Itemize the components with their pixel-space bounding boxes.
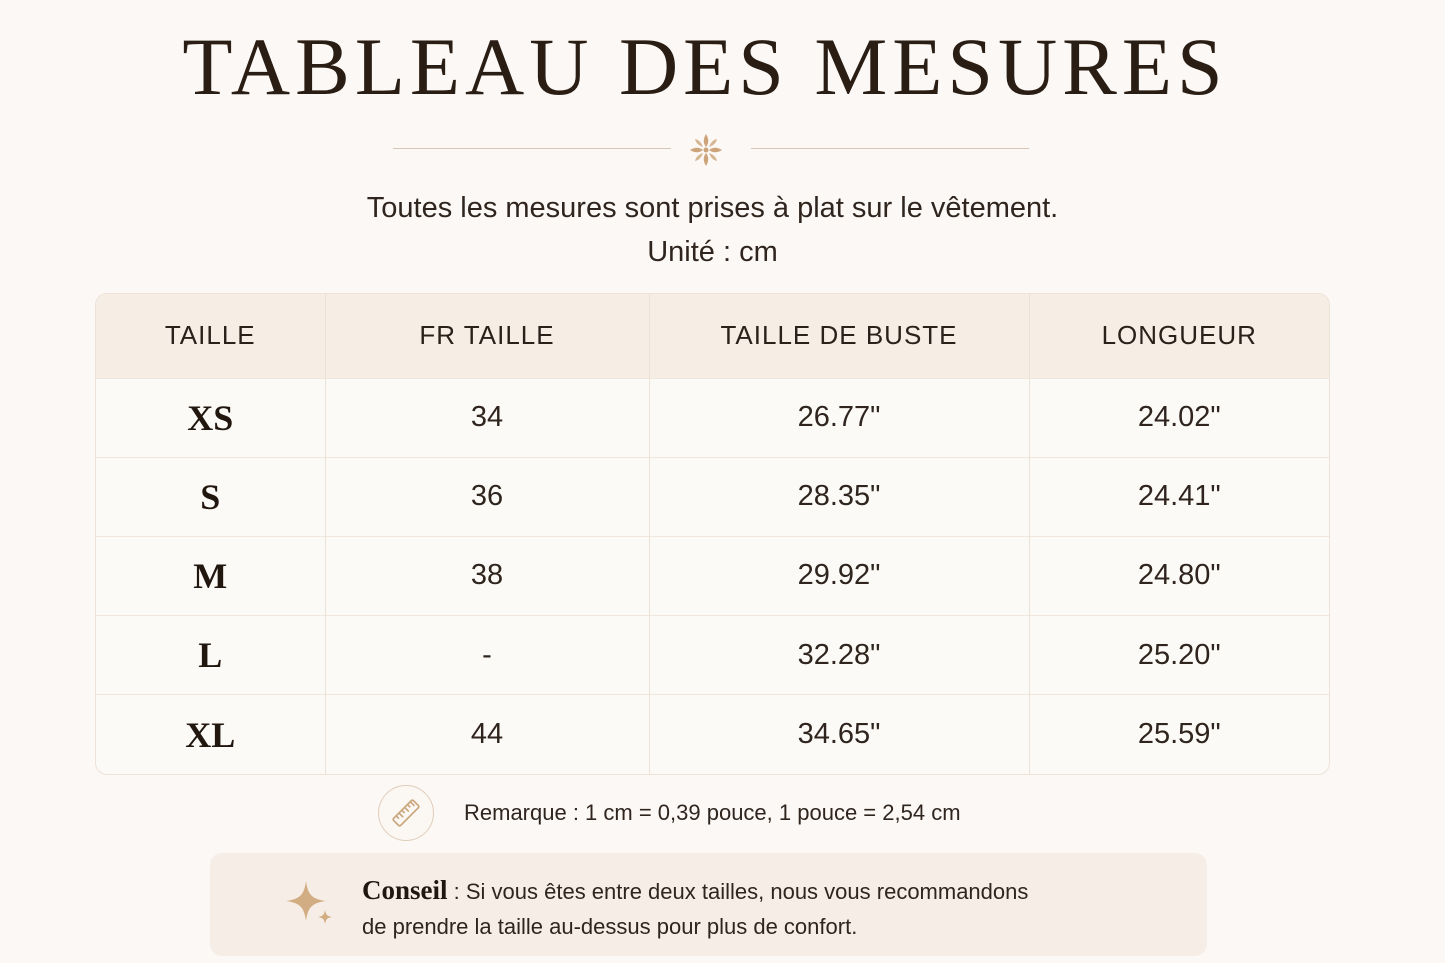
tip-line2: de prendre la taille au-dessus pour plus de confort. <box>362 914 858 939</box>
cell-bust: 34.65" <box>649 695 1029 774</box>
cell-length: 25.59" <box>1137 718 1221 751</box>
cell-length: 25.20" <box>1137 638 1221 671</box>
subtitle: Toutes les mesures sont prises à plat sur le vêtement. <box>366 192 1059 224</box>
table-row <box>96 536 1329 615</box>
divider-line-right <box>751 148 1029 149</box>
table-header-row <box>96 294 1329 378</box>
unit-line: Unité : cm <box>647 236 778 268</box>
sparkle-icon <box>284 877 334 927</box>
header-fr-taille: FR TAILLE <box>325 294 649 378</box>
table-row <box>96 695 1329 774</box>
title-divider <box>393 130 1029 170</box>
tip-label: Conseil <box>362 875 448 905</box>
cell-fr-size: - <box>325 616 649 695</box>
cell-fr-size: 34 <box>325 378 649 457</box>
header-longueur: LONGUEUR <box>1101 320 1257 351</box>
cell-size: L <box>96 616 325 695</box>
table-row <box>96 378 1329 457</box>
cell-bust: 29.92" <box>649 536 1029 615</box>
ruler-icon <box>378 785 434 841</box>
floral-ornament-icon <box>686 130 726 170</box>
cell-length: 24.02" <box>1137 401 1221 434</box>
cell-bust: 32.28" <box>649 616 1029 695</box>
cell-fr-size: 44 <box>325 695 649 774</box>
tip-line1: : Si vous êtes entre deux tailles, nous vous recommandons <box>447 879 1029 904</box>
cell-size: XL <box>96 695 325 774</box>
tip-text <box>362 873 1182 944</box>
divider-line-left <box>393 148 671 149</box>
conversion-note <box>378 784 961 842</box>
cell-size: S <box>96 457 325 536</box>
cell-length: 24.41" <box>1137 480 1221 513</box>
cell-fr-size: 38 <box>325 536 649 615</box>
cell-bust: 28.35" <box>649 457 1029 536</box>
note-text: Remarque : 1 cm = 0,39 pouce, 1 pouce = 2,54 cm <box>464 800 961 825</box>
cell-bust: 26.77" <box>649 378 1029 457</box>
size-table <box>95 293 1330 775</box>
cell-length: 24.80" <box>1137 559 1221 592</box>
tip-box <box>210 853 1207 956</box>
header-taille-de-buste: TAILLE DE BUSTE <box>649 294 1029 378</box>
page-title: TABLEAU DES MESURES <box>182 21 1228 112</box>
table-row <box>96 616 1329 695</box>
cell-size: M <box>96 536 325 615</box>
table-row <box>96 457 1329 536</box>
cell-size: XS <box>96 378 325 457</box>
cell-fr-size: 36 <box>325 457 649 536</box>
header-taille: TAILLE <box>96 294 325 378</box>
